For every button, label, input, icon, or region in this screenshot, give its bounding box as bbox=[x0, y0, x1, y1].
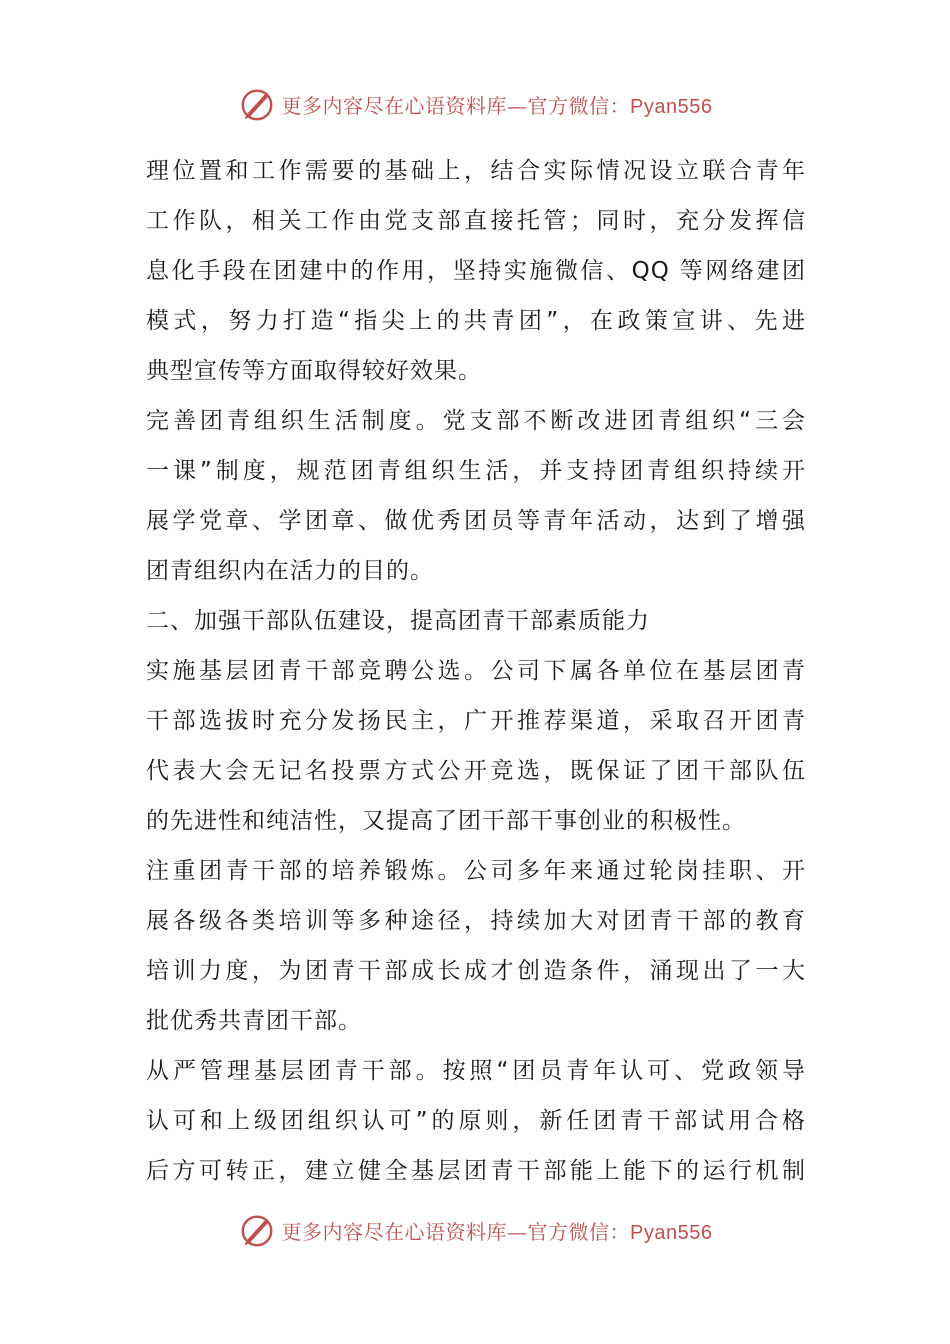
text-line: 理位置和工作需要的基础上，结合实际情况设立联合青年 bbox=[146, 158, 806, 184]
text-line: 实施基层团青干部竞聘公选。公司下属各单位在基层团青 bbox=[146, 658, 806, 684]
text-line: 干部选拔时充分发扬民主，广开推荐渠道，采取召开团青 bbox=[146, 708, 806, 734]
text-line: 一课”制度，规范团青组织生活，并支持团青组织持续开 bbox=[146, 458, 806, 484]
text-line: 工作队，相关工作由党支部直接托管；同时，充分发挥信 bbox=[146, 208, 806, 234]
text-line: 典型宣传等方面取得较好效果。 bbox=[146, 358, 482, 384]
text-line: 的先进性和纯洁性，又提高了团干部干事创业的积极性。 bbox=[146, 808, 746, 834]
text-line: 代表大会无记名投票方式公开竞选，既保证了团干部队伍 bbox=[146, 758, 806, 784]
header-watermark bbox=[0, 84, 950, 124]
text-line: 培训力度，为团青干部成长成才创造条件，涌现出了一大 bbox=[146, 958, 806, 984]
text-line: 从严管理基层团青干部。按照“团员青年认可、党政领导 bbox=[146, 1058, 806, 1084]
text-line: 后方可转正，建立健全基层团青干部能上能下的运行机制 bbox=[146, 1158, 806, 1184]
text-line: 完善团青组织生活制度。党支部不断改进团青组织“三会 bbox=[146, 408, 806, 434]
text-line: 模式，努力打造“指尖上的共青团”，在政策宣讲、先进 bbox=[146, 308, 806, 334]
footer-watermark bbox=[0, 1210, 950, 1250]
wechat-id: Pyan556 bbox=[630, 95, 713, 118]
watermark-text: 更多内容尽在心语资料库—官方微信：Pyan556 bbox=[281, 93, 713, 118]
text-line: 批优秀共青团干部。 bbox=[146, 1008, 362, 1034]
text-line: 息化手段在团建中的作用，坚持实施微信、QQ 等网络建团 bbox=[146, 258, 806, 284]
pen-logo-icon bbox=[238, 85, 276, 123]
text-line: 展学党章、学团章、做优秀团员等青年活动，达到了增强 bbox=[146, 508, 806, 534]
watermark-text: 更多内容尽在心语资料库—官方微信：Pyan556 bbox=[281, 1219, 713, 1244]
text-line: 团青组织内在活力的目的。 bbox=[146, 558, 434, 584]
pen-logo-icon bbox=[238, 1211, 276, 1249]
text-line: 注重团青干部的培养锻炼。公司多年来通过轮岗挂职、开 bbox=[146, 858, 806, 884]
text-line: 展各级各类培训等多种途径，持续加大对团青干部的教育 bbox=[146, 908, 806, 934]
text-line: 二、加强干部队伍建设，提高团青干部素质能力 bbox=[146, 608, 650, 634]
text-line: 认可和上级团组织认可”的原则，新任团青干部试用合格 bbox=[146, 1108, 806, 1134]
document-body bbox=[146, 146, 806, 1196]
wechat-id: Pyan556 bbox=[630, 1221, 713, 1244]
